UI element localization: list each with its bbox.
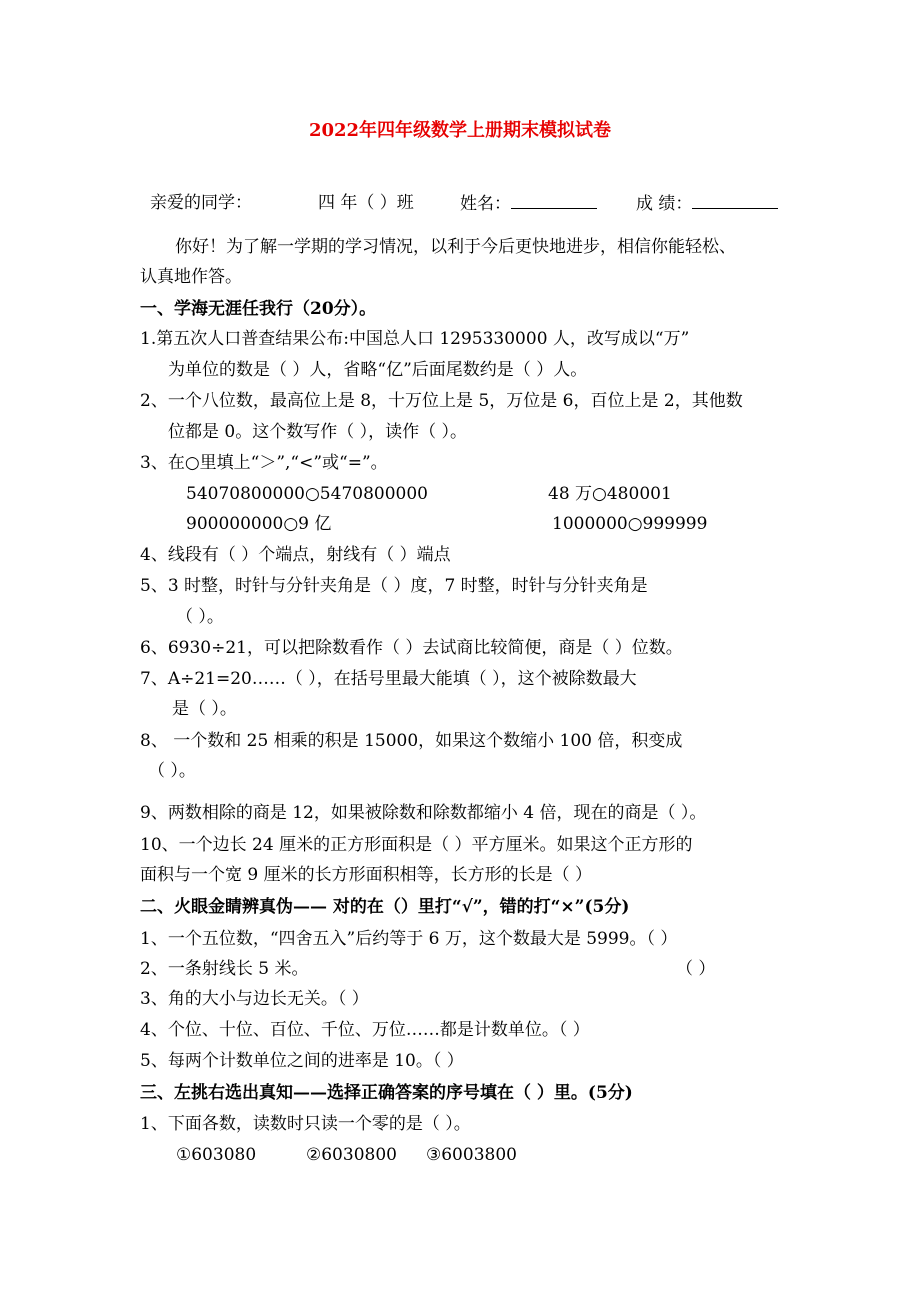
judge-item-2-paren: （ ）	[676, 959, 716, 979]
intro-line-1: 你好！为了解一学期的学习情况，以利于今后更快地进步，相信你能轻松、	[175, 237, 736, 257]
greeting: 亲爱的同学：	[150, 193, 252, 213]
choice-q1: 1、下面各数，读数时只读一个零的是（ ）。	[140, 1114, 471, 1134]
choice-option-2: ②6030800	[306, 1145, 397, 1165]
page-title: 2022年四年级数学上册期末模拟试卷	[308, 120, 612, 141]
choice-option-3: ③6003800	[426, 1145, 517, 1165]
q10-line-1: 10、一个边长 24 厘米的正方形面积是（ ）平方厘米。如果这个正方形的	[140, 835, 693, 855]
q5-line-1: 5、3 时整，时针与分针夹角是（ ）度，7 时整，时针与分针夹角是	[140, 576, 648, 596]
q1-line-1: 1.第五次人口普查结果公布:中国总人口 1295330000 人，改写成以“万”	[140, 329, 690, 349]
class-label: 四 年（ ）班	[318, 193, 414, 213]
judge-item-4: 4、个位、十位、百位、千位、万位……都是计数单位。（ ）	[140, 1020, 590, 1040]
judge-item-1: 1、一个五位数，“四舍五入”后约等于 6 万，这个数最大是 5999。（ ）	[140, 929, 678, 949]
q1-line-2: 为单位的数是（ ）人，省略“亿”后面尾数约是（ ）人。	[168, 360, 588, 380]
name-label: 姓名：	[460, 194, 511, 214]
q3-item-1: 54070800000○5470800000	[186, 484, 428, 504]
q7-line-1: 7、A÷21=20……（ ），在括号里最大能填（ ），这个被除数最大	[140, 669, 637, 689]
section2-heading: 二、火眼金睛辨真伪—— 对的在（）里打“√”，错的打“×”(5分)	[140, 897, 630, 917]
q8-line-2: （ ）。	[148, 761, 196, 781]
q4: 4、线段有（ ）个端点，射线有（ ）端点	[140, 545, 451, 565]
q2-line-2: 位都是 0。这个数写作（ ），读作（ ）。	[168, 422, 468, 442]
q10-line-2: 面积与一个宽 9 厘米的长方形面积相等，长方形的长是（ ）	[140, 865, 593, 885]
name-field[interactable]	[460, 192, 597, 215]
q3-item-2: 48 万○480001	[548, 484, 672, 504]
judge-item-3: 3、角的大小与边长无关。（ ）	[140, 989, 369, 1009]
score-field[interactable]	[636, 192, 778, 215]
q6: 6、6930÷21，可以把除数看作（ ）去试商比较简便，商是（ ）位数。	[140, 638, 683, 658]
judge-item-5: 5、每两个计数单位之间的进率是 10。（ ）	[140, 1051, 464, 1071]
name-blank[interactable]	[511, 192, 597, 209]
q5-line-2: （ ）。	[176, 607, 224, 627]
score-label: 成 绩：	[636, 194, 693, 214]
q8-line-1: 8、 一个数和 25 相乘的积是 15000，如果这个数缩小 100 倍，积变成	[140, 731, 683, 751]
score-blank[interactable]	[692, 192, 778, 209]
choice-option-1: ①603080	[176, 1145, 257, 1165]
q3-prompt: 3、在○里填上“＞”,“<”或“=”。	[140, 453, 388, 473]
q3-item-3: 900000000○9 亿	[186, 514, 332, 534]
q9: 9、两数相除的商是 12，如果被除数和除数都缩小 4 倍，现在的商是（ ）。	[140, 803, 707, 823]
q2-line-1: 2、一个八位数，最高位上是 8，十万位上是 5，万位是 6，百位上是 2，其他数	[140, 391, 743, 411]
section3-heading: 三、左挑右选出真知——选择正确答案的序号填在（ ）里。(5分)	[140, 1083, 633, 1103]
section1-heading: 一、学海无涯任我行（20分）。	[140, 299, 377, 319]
q7-line-2: 是（ ）。	[172, 699, 237, 719]
q3-item-4: 1000000○999999	[552, 514, 708, 534]
intro-line-2: 认真地作答。	[140, 267, 242, 287]
judge-item-2: 2、一条射线长 5 米。	[140, 959, 309, 979]
